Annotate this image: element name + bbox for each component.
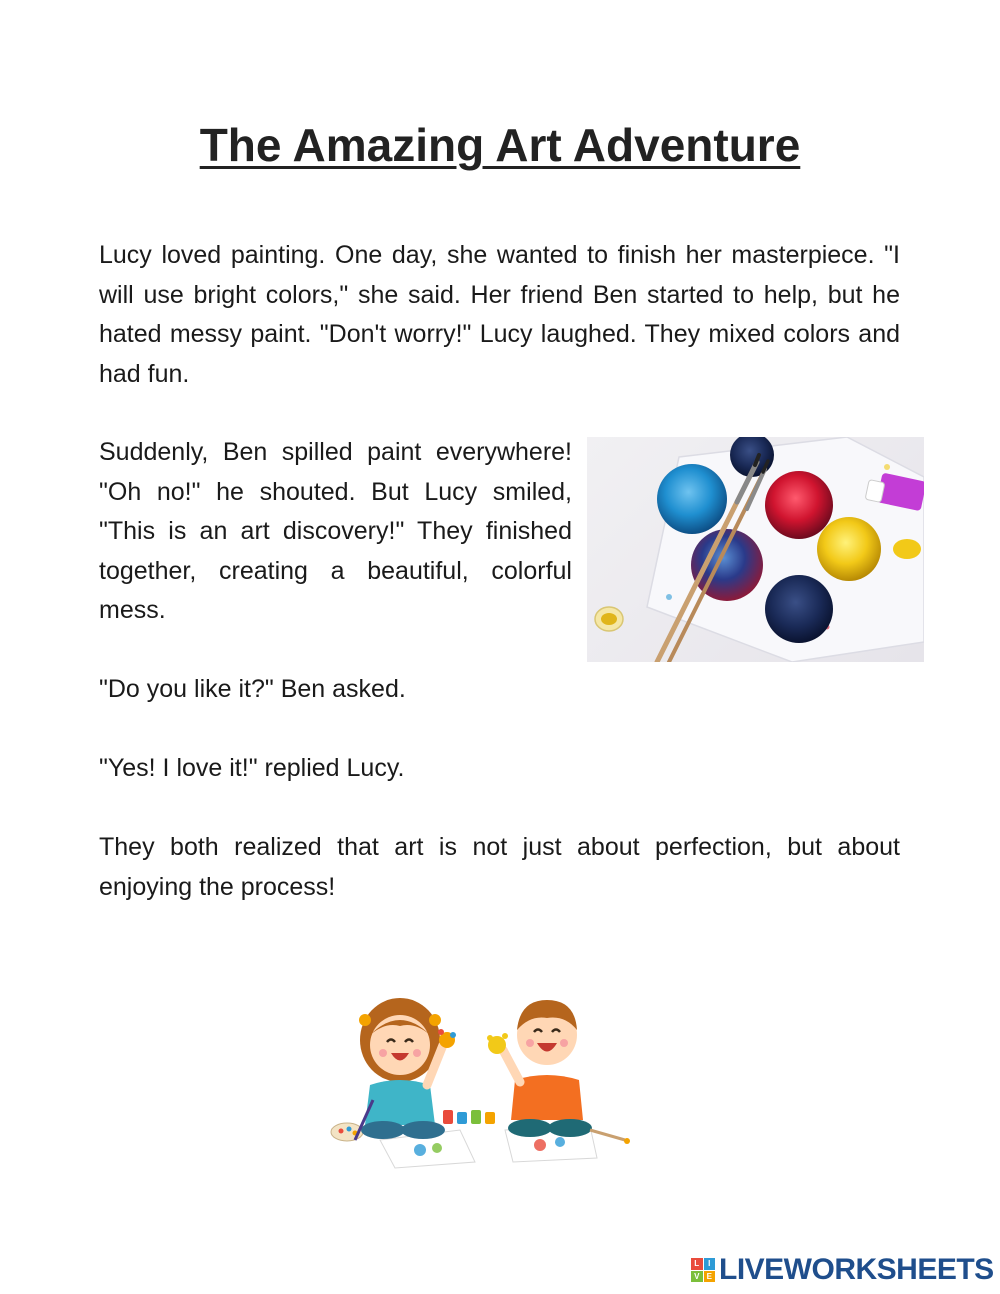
- children-painting-illustration: [325, 990, 635, 1170]
- story-paragraph-1: Lucy loved painting. One day, she wanted to finish her masterpiece. "I will use bright colors," she said. Her friend Ben started to help, but he hated messy paint. "Don't worry!" Lucy laughed. They mixed colors and had fun.: [99, 241, 900, 388]
- logo-badge-letter: E: [704, 1271, 716, 1283]
- liveworksheets-logo: [691, 1253, 994, 1287]
- story-paragraph-3: "Do you like it?" Ben asked.: [99, 675, 406, 703]
- story-paragraph-4: "Yes! I love it!" replied Lucy.: [99, 754, 405, 782]
- logo-text: LIVEWORKSHEETS: [719, 1253, 994, 1286]
- story-paragraph-5: They both realized that art is not just about perfection, but about enjoying the process!: [99, 833, 900, 901]
- logo-badge-letter: I: [704, 1258, 716, 1270]
- logo-badge-letter: V: [691, 1271, 703, 1283]
- story-paragraph-2: Suddenly, Ben spilled paint everywhere! "Oh no!" he shouted. But Lucy smiled, "This is an art discovery!" They finished together, creating a beautiful, colorful mess.: [99, 438, 572, 624]
- logo-badge-icon: [691, 1258, 715, 1282]
- paint-palette-photo: [587, 437, 924, 662]
- worksheet-title: The Amazing Art Adventure: [199, 119, 801, 171]
- logo-badge-letter: L: [691, 1258, 703, 1270]
